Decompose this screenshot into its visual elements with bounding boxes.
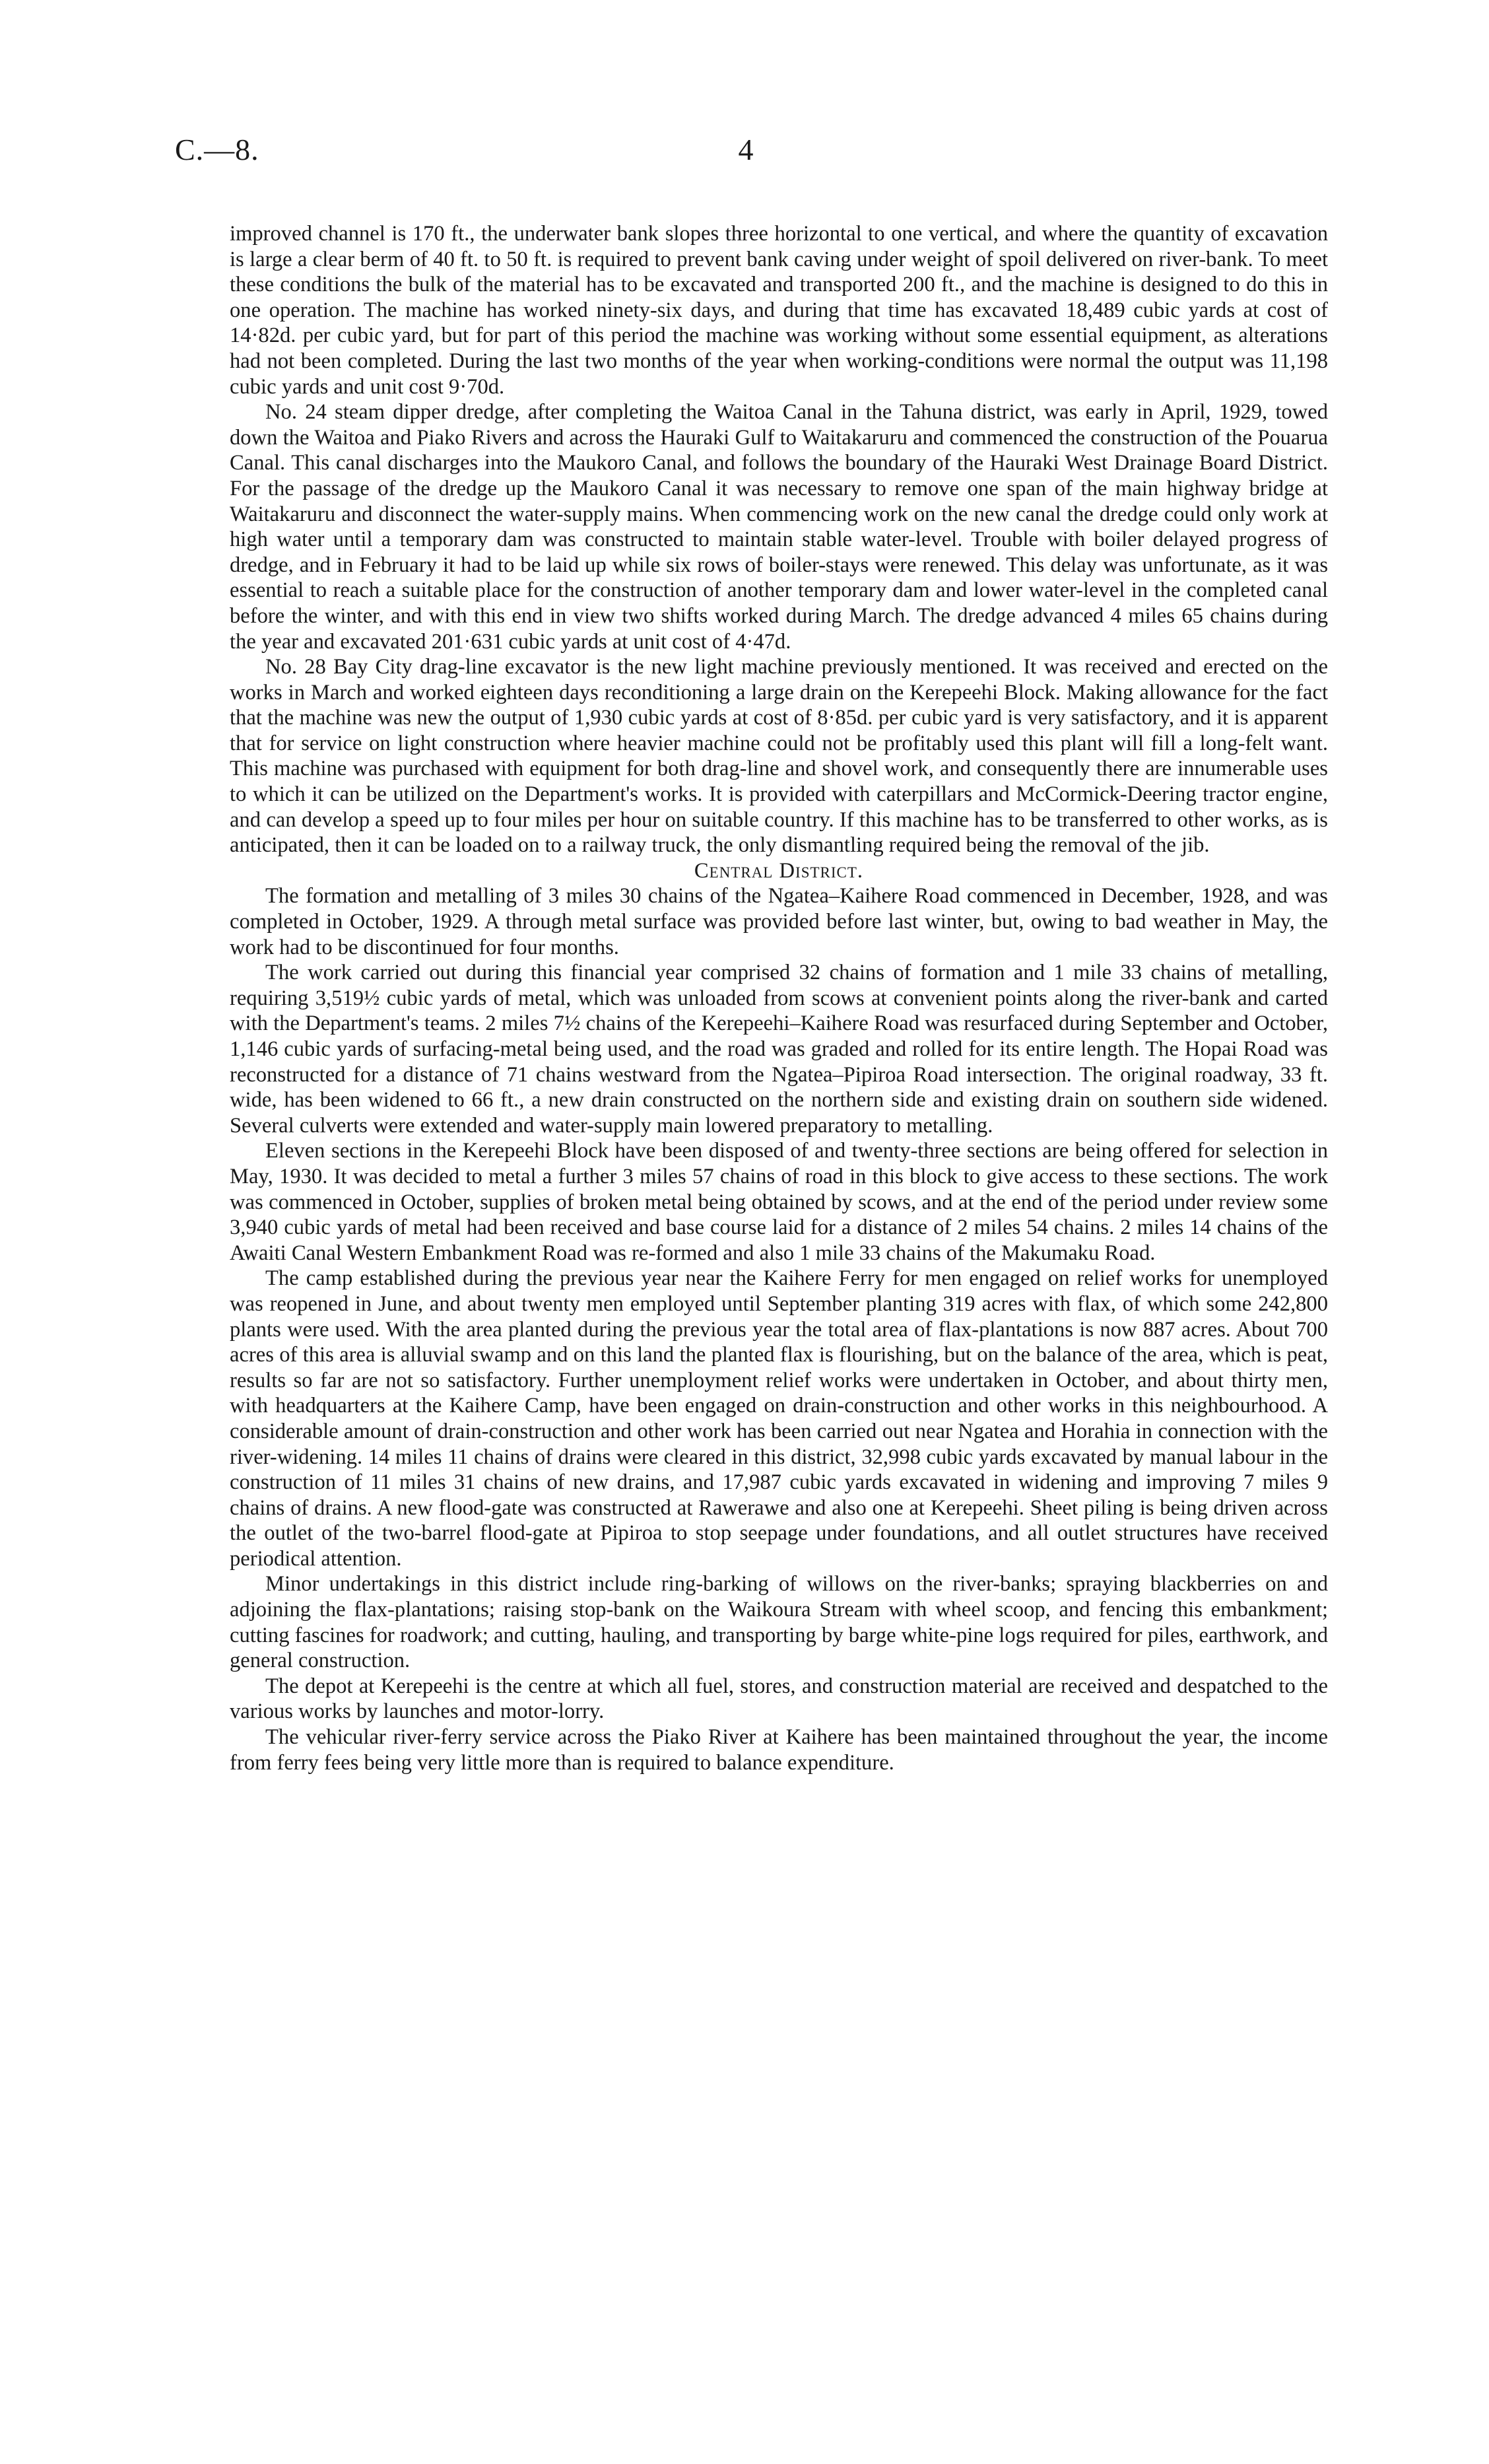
paragraph-dipper-dredge: No. 24 steam dipper dredge, after completing the Waitoa Canal in the Tahuna district, was early in April, 1929, towed down the Waitoa and Piako Rivers and across the Hauraki Gulf to Waitakaruru and commenced the construction of the Pouarua Canal. This canal discharges into the Maukoro Canal, and follows the boundary of the Hauraki West Drainage Board District. For the passage of the dredge up the Maukoro Canal it was necessary to remove one span of the main highway bridge at Waitakaruru and disconnect the water-supply mains. When commencing work on the new canal the dredge could only work at high water until a temporary dam was constructed to maintain stable water-level. Trouble with boiler delayed progress of dredge, and in February it had to be laid up while six rows of boiler-stays were renewed. This delay was unfortunate, as it was essential to reach a suitable place for the construction of another temporary dam and lower water-level in the completed canal before the winter, and with this end in view two shifts worked during March. The dredge advanced 4 miles 65 chains during the year and excavated 201·631 cubic yards at unit cost of 4·47d. [230,400,1328,654]
page-header [175,132,1317,185]
paragraph-ngatea-kaihere-road: The formation and metalling of 3 miles 30 chains of the Ngatea–Kaihere Road commenced in December, 1928, and was completed in October, 1929. A through metal surface was provided before last winter, but, owing to bad weather in May, the work had to be discontinued for four months. [230,884,1328,959]
paragraph-financial-year-works: The work carried out during this financial year comprised 32 chains of formation and 1 mile 33 chains of metalling, requiring 3,519½ cubic yards of metal, which was unloaded from scows at convenient points along the river-bank and carted with the Department's teams. 2 miles 7½ chains of the Kerepeehi–Kaihere Road was resurfaced during September and October, 1,146 cubic yards of surfacing-metal being used, and the road was graded and rolled for its entire length. The Hopai Road was reconstructed for a distance of 71 chains westward from the Ngatea–Pipiroa Road intersection. The original roadway, 33 ft. wide, has been widened to 66 ft., a new drain constructed on the northern side and existing drain on southern side widened. Several culverts were extended and water-supply main lowered preparatory to metalling. [230,961,1328,1138]
paragraph-kerepeehi-sections: Eleven sections in the Kerepeehi Block have been disposed of and twenty-three sections are being offered for selection in May, 1930. It was decided to metal a further 3 miles 57 chains of road in this block to give access to these sections. The work was commenced in October, supplies of broken metal being obtained by scows, and at the end of the period under review some 3,940 cubic yards of metal had been received and base course laid for a distance of 2 miles 54 chains. 2 miles 14 chains of the Awaiti Canal Western Embankment Road was re-formed and also 1 mile 33 chains of the Makumaku Road. [230,1139,1328,1265]
paragraph-relief-camp: The camp established during the previous year near the Kaihere Ferry for men engaged on relief works for unemployed was reopened in June, and about twenty men employed until September planting 319 acres with flax, of which some 242,800 plants were used. With the area planted during the previous year the total area of flax-plantations is now 887 acres. About 700 acres of this area is alluvial swamp and on this land the planted flax is flourishing, but on the balance of the area, which is peat, results so far are not so satisfactory. Further unemployment relief works were undertaken in October, and about thirty men, with headquarters at the Kaihere Camp, have been engaged on drain-construction and other works in this neighbourhood. A considerable amount of drain-construction and other work has been carried out near Ngatea and Horahia in connection with the river-widening. 14 miles 11 chains of drains were cleared in this district, 32,998 cubic yards excavated by manual labour in the construction of 11 miles 31 chains of new drains, and 17,987 cubic yards excavated in widening and improving 7 miles 9 chains of drains. A new flood-gate was constructed at Rawerawe and also one at Kerepeehi. Sheet piling is being driven across the outlet of the two-barrel flood-gate at Pipiroa to stop seepage under foundations, and all outlet structures have received periodical attention. [230,1266,1328,1571]
paragraph-minor-undertakings: Minor undertakings in this district include ring-barking of willows on the river-banks; spraying blackberries on and adjoining the flax-plantations; raising stop-bank on the Waikoura Stream with wheel scoop, and fencing this embankment; cutting fascines for roadwork; and cutting, hauling, and transporting by barge white-pine logs required for piles, earthwork, and general construction. [230,1572,1328,1673]
paragraph-kerepeehi-depot: The depot at Kerepeehi is the centre at which all fuel, stores, and construction material are received and despatched to the various works by launches and motor-lorry. [230,1674,1328,1724]
paragraph-river-ferry: The vehicular river-ferry service across the Piako River at Kaihere has been maintained throughout the year, the income from ferry fees being very little more than is required to balance expenditure. [230,1725,1328,1775]
document-body [230,221,1328,1775]
report-reference: C.—8. [175,133,259,166]
page-number: 4 [738,133,754,166]
paragraph-drag-line-excavator: No. 28 Bay City drag-line excavator is the new light machine previously mentioned. It was received and erected on the works in March and worked eighteen days reconditioning a large drain on the Kerepeehi Block. Making allowance for the fact that the machine was new the output of 1,930 cubic yards at cost of 8·85d. per cubic yard is very satisfactory, and it is apparent that for service on light construction where heavier machine could not be profitably used this plant will fill a long-felt want. This machine was purchased with equipment for both drag-line and shovel work, and consequently there are innumerable uses to which it can be utilized on the Department's works. It is provided with caterpillars and McCormick-Deering tractor engine, and can develop a speed up to four miles per hour on suitable country. If this machine has to be transferred to other works, as is anticipated, then it can be loaded on to a railway truck, the only dismantling required being the removal of the jib. [230,655,1328,858]
section-heading-central-district: Central District. [694,858,864,883]
paragraph-continued: improved channel is 170 ft., the underwater bank slopes three horizontal to one vertical, and where the quantity of excavation is large a clear berm of 40 ft. to 50 ft. is required to prevent bank caving under weight of spoil delivered on river-bank. To meet these conditions the bulk of the material has to be excavated and transported 200 ft., and the machine is designed to do this in one operation. The machine has worked ninety-six days, and during that time has excavated 18,489 cubic yards at cost of 14·82d. per cubic yard, but for part of this period the machine was working without some essential equipment, as alterations had not been completed. During the last two months of the year when working-conditions were normal the output was 11,198 cubic yards and unit cost 9·70d. [230,222,1328,399]
